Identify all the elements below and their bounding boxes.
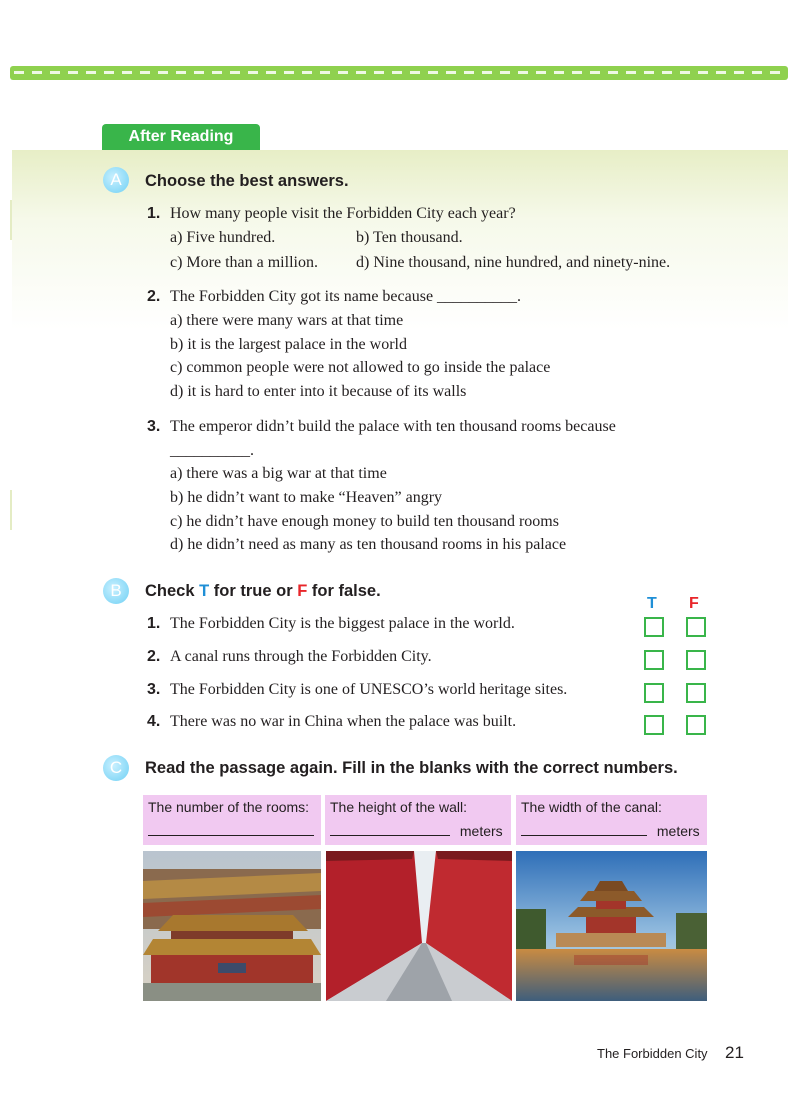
corner-tower-canal-photo (516, 851, 707, 1001)
page-number: 21 (725, 1043, 744, 1062)
option: a) Five hundred. (170, 229, 276, 246)
field-label: The height of the wall: (330, 799, 467, 815)
question-3 (147, 418, 616, 436)
statement-text: The Forbidden City is the biggest palace in the world. (170, 615, 515, 632)
question-number: 1. (147, 205, 161, 222)
question-text: The Forbidden City got its name because __________. (170, 288, 522, 305)
option: a) there was a big war at that time (170, 465, 387, 482)
question-number: 2. (147, 288, 161, 305)
unit-label: meters (459, 823, 503, 839)
true-checkbox[interactable] (644, 617, 664, 637)
margin-decoration (10, 490, 12, 530)
section-a-badge: A (103, 167, 129, 193)
question-2 (147, 288, 521, 306)
false-checkbox[interactable] (686, 617, 706, 637)
statement-text: There was no war in China when the palace was built. (170, 713, 517, 730)
top-decorative-band (10, 66, 788, 80)
option: c) More than a million. (170, 254, 318, 271)
statement-number: 1. (147, 615, 161, 632)
option: d) it is hard to enter into it because of its walls (170, 383, 467, 400)
margin-decoration (10, 200, 12, 240)
question-text: How many people visit the Forbidden City each year? (170, 205, 516, 222)
title-text: for true or (209, 582, 298, 600)
true-checkbox[interactable] (644, 650, 664, 670)
true-checkbox[interactable] (644, 715, 664, 735)
statement-4 (147, 713, 516, 731)
option: d) Nine thousand, nine hundred, and ninety-nine. (356, 254, 671, 271)
false-checkbox[interactable] (686, 683, 706, 703)
canal-width-field (516, 795, 707, 845)
unit-label: meters (656, 823, 700, 839)
title-text: Check (145, 582, 200, 600)
statement-2 (147, 648, 432, 666)
question-1 (147, 205, 516, 223)
true-checkbox[interactable] (644, 683, 664, 703)
wall-height-blank[interactable] (330, 823, 450, 836)
true-column-header: T (647, 595, 657, 612)
question-text: The emperor didn’t build the palace with ten thousand rooms because (170, 418, 616, 435)
statement-number: 2. (147, 648, 161, 665)
section-tab: After Reading (102, 124, 260, 150)
rooms-field (143, 795, 321, 845)
statement-1 (147, 615, 515, 633)
option: b) it is the largest palace in the world (170, 336, 407, 353)
section-b-title (145, 582, 381, 601)
statement-text: A canal runs through the Forbidden City. (170, 648, 432, 665)
option: a) there were many wars at that time (170, 312, 404, 329)
option: b) Ten thousand. (356, 229, 463, 246)
false-column-header: F (689, 595, 699, 612)
statement-3 (147, 681, 567, 699)
red-wall-corridor-photo (326, 851, 512, 1001)
false-checkbox[interactable] (686, 715, 706, 735)
footer-title: The Forbidden City (597, 1046, 708, 1061)
question-number: 3. (147, 418, 161, 435)
false-checkbox[interactable] (686, 650, 706, 670)
palace-rooftops-photo (143, 851, 321, 1001)
statement-number: 4. (147, 713, 161, 730)
title-text: for false. (307, 582, 381, 600)
false-letter: F (297, 582, 308, 600)
wall-height-field (325, 795, 511, 845)
field-label: The number of the rooms: (148, 799, 310, 815)
option: c) he didn’t have enough money to build ten thousand rooms (170, 513, 559, 530)
statement-number: 3. (147, 681, 161, 698)
true-letter: T (199, 582, 210, 600)
field-label: The width of the canal: (521, 799, 662, 815)
option: b) he didn’t want to make “Heaven” angry (170, 489, 443, 506)
option: d) he didn’t need as many as ten thousand rooms in his palace (170, 536, 567, 553)
section-c-title: Read the passage again. Fill in the blanks with the correct numbers. (145, 759, 678, 777)
rooms-blank[interactable] (148, 823, 314, 836)
question-3-blank: __________. (170, 442, 254, 459)
canal-width-blank[interactable] (521, 823, 647, 836)
statement-text: The Forbidden City is one of UNESCO’s world heritage sites. (170, 681, 568, 698)
section-b-badge: B (103, 578, 129, 604)
section-a-title: Choose the best answers. (145, 172, 349, 190)
section-c-badge: C (103, 755, 129, 781)
option: c) common people were not allowed to go inside the palace (170, 359, 551, 376)
